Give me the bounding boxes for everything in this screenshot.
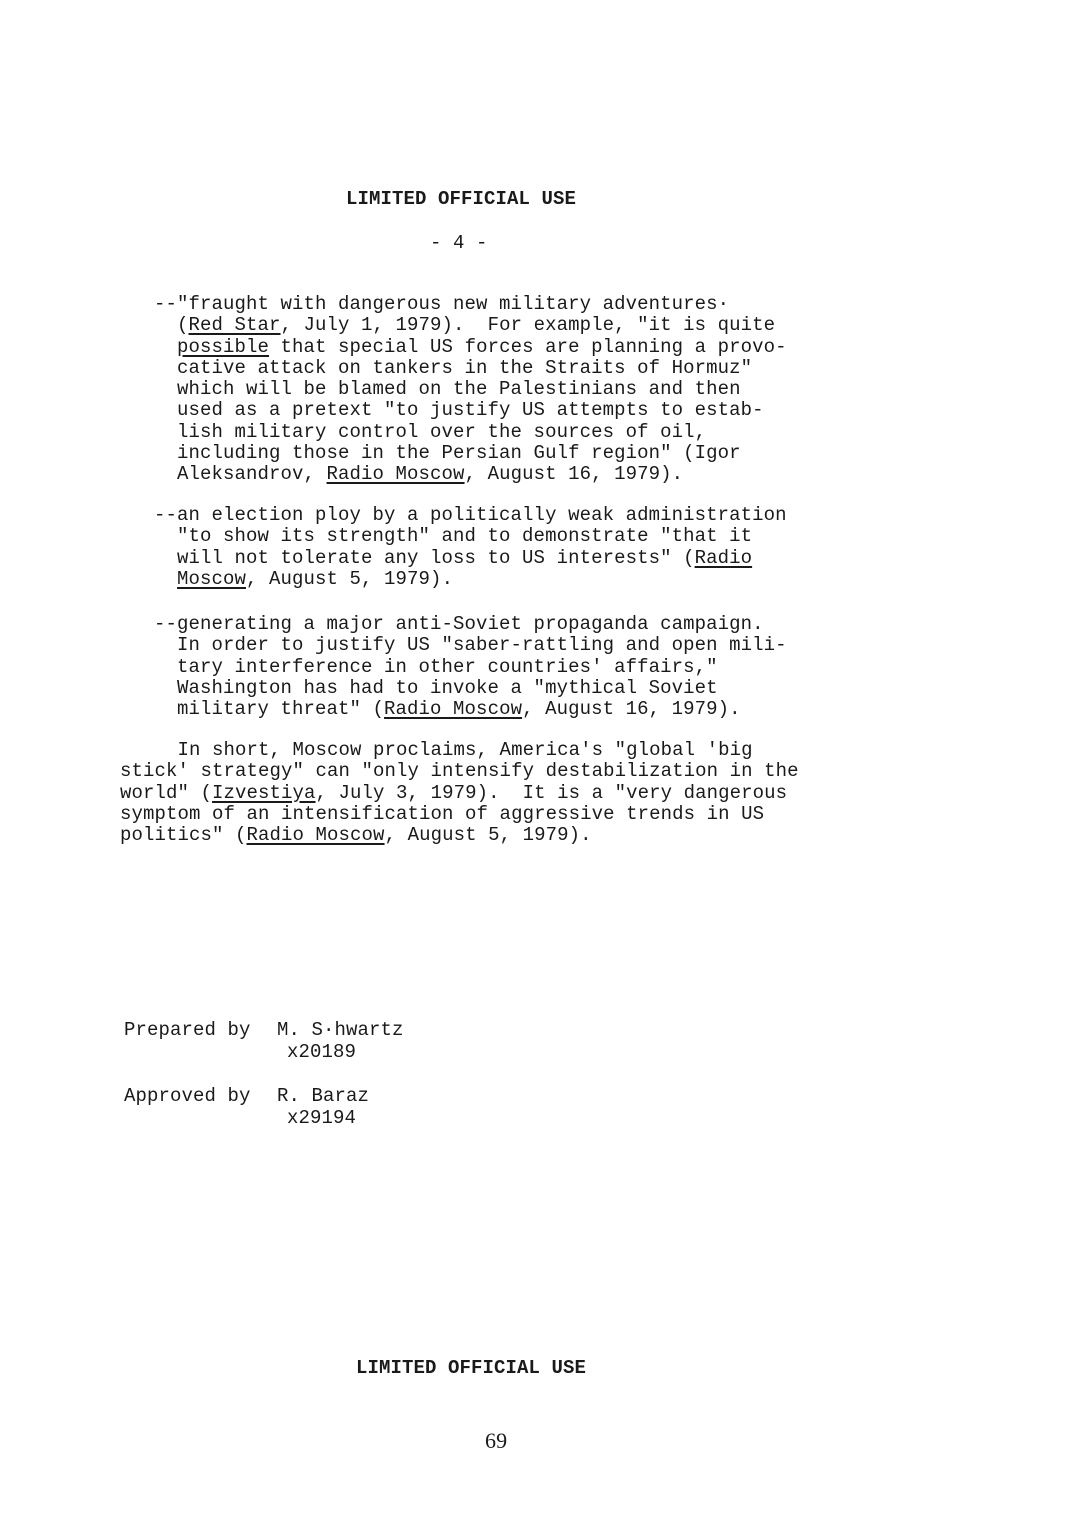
underlined-citation: Radio Moscow xyxy=(384,698,523,721)
text-run: In order to justify US "saber-rattling and open mili- xyxy=(154,634,787,657)
text-run: including those in the Persian Gulf region" (Igor xyxy=(154,442,741,465)
text-line xyxy=(154,315,787,336)
underlined-citation: Radio Moscow xyxy=(326,463,465,486)
text-run: , July 3, 1979). It is a "very dangerous xyxy=(315,781,788,804)
approved-by-name: R. Baraz xyxy=(277,1085,370,1107)
underlined-citation: Izvestiya xyxy=(212,781,316,804)
text-line xyxy=(154,294,787,315)
underlined-citation: Radio Moscow xyxy=(246,824,385,847)
underlined-citation: Radio xyxy=(694,546,753,569)
bullet-item xyxy=(154,614,787,720)
text-run: ( xyxy=(154,314,189,337)
text-line xyxy=(154,678,787,699)
approved-by-label: Approved by xyxy=(124,1085,251,1107)
text-run: "to show its strength" and to demonstrate "that it xyxy=(154,525,753,548)
text-line xyxy=(120,804,799,825)
text-run: --an election ploy by a politically weak administration xyxy=(154,504,787,526)
text-run: Washington has had to invoke a "mythical Soviet xyxy=(154,676,718,699)
prepared-by-extension: x20189 xyxy=(287,1041,357,1063)
text-run: used as a pretext "to justify US attempts to estab- xyxy=(154,399,764,422)
text-line xyxy=(120,783,799,804)
text-run: which will be blamed on the Palestinians and then xyxy=(154,378,741,401)
text-run xyxy=(154,568,177,590)
underlined-citation: Red Star xyxy=(188,314,281,337)
text-run: that special US forces are planning a provo- xyxy=(269,335,787,358)
bullet-item xyxy=(154,505,787,590)
text-line xyxy=(154,614,787,635)
text-run: politics" ( xyxy=(120,824,247,847)
text-run: stick' strategy" can "only intensify destabilization in the xyxy=(120,760,799,783)
text-run xyxy=(154,336,177,358)
text-line xyxy=(154,443,787,464)
text-run: In short, Moscow proclaims, America's "global 'big xyxy=(120,739,753,761)
text-run: , August 16, 1979). xyxy=(464,463,684,486)
text-run: lish military control over the sources of oil, xyxy=(154,420,707,443)
text-line xyxy=(154,400,787,421)
text-line xyxy=(120,740,799,761)
text-line xyxy=(154,358,787,379)
text-line xyxy=(120,825,799,846)
bullet-item xyxy=(154,294,787,486)
text-run: --generating a major anti-Soviet propaganda campaign. xyxy=(154,613,764,635)
text-line xyxy=(154,505,787,526)
text-run: , August 5, 1979). xyxy=(384,824,592,847)
text-run: will not tolerate any loss to US interests" ( xyxy=(154,546,695,569)
text-line xyxy=(154,464,787,485)
classification-footer: LIMITED OFFICIAL USE xyxy=(356,1357,587,1379)
text-line xyxy=(154,526,787,547)
text-run: symptom of an intensification of aggressive trends in US xyxy=(120,802,765,825)
prepared-by-label: Prepared by xyxy=(124,1019,251,1041)
text-line xyxy=(154,337,787,358)
page-marker: - 4 - xyxy=(430,232,488,254)
text-run: , August 5, 1979). xyxy=(246,567,454,590)
text-run: world" ( xyxy=(120,781,213,804)
text-line xyxy=(154,379,787,400)
text-line xyxy=(154,635,787,656)
text-run: --"fraught with dangerous new military adventures· xyxy=(154,293,730,315)
text-run: military threat" ( xyxy=(154,698,385,721)
text-line xyxy=(154,699,787,720)
text-run: , August 16, 1979). xyxy=(522,698,741,721)
underlined-citation: Moscow xyxy=(177,567,247,590)
text-line xyxy=(154,422,787,443)
underlined-citation: possible xyxy=(177,335,270,358)
text-run: , July 1, 1979). For example, "it is quite xyxy=(280,314,776,337)
text-line xyxy=(154,548,787,569)
text-line xyxy=(154,569,787,590)
text-line xyxy=(154,657,787,678)
classification-header: LIMITED OFFICIAL USE xyxy=(346,188,577,210)
text-line xyxy=(120,761,799,782)
approved-by-extension: x29194 xyxy=(287,1107,357,1129)
text-run: tary interference in other countries' affairs," xyxy=(154,655,718,678)
text-run: Aleksandrov, xyxy=(154,463,327,486)
summary-paragraph xyxy=(120,740,799,846)
prepared-by-name: M. S·hwartz xyxy=(277,1019,404,1041)
text-run: cative attack on tankers in the Straits of Hormuz" xyxy=(154,356,753,379)
page-number: 69 xyxy=(485,1428,508,1453)
